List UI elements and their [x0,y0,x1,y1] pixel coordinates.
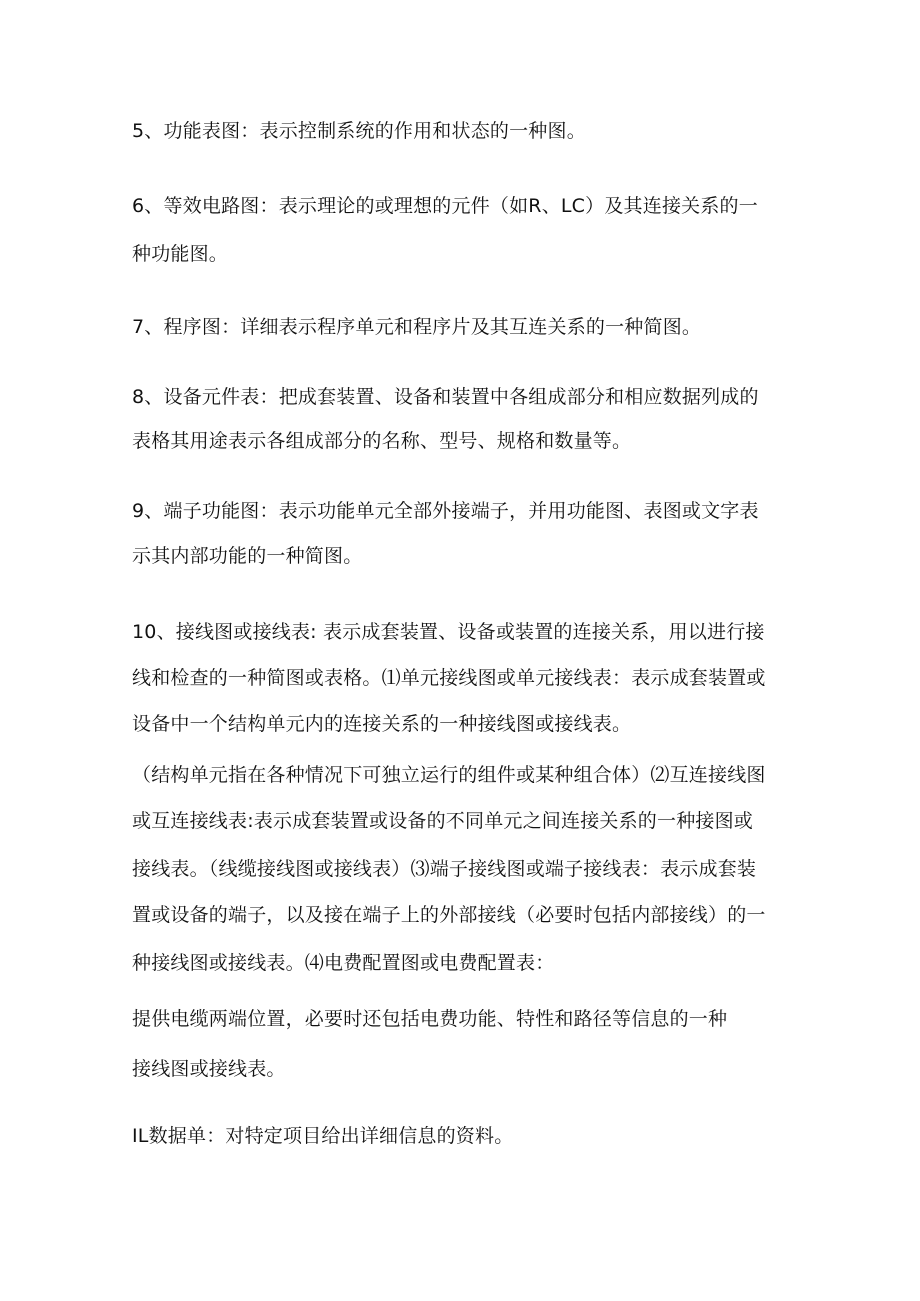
paragraph-10-line-10: 接线图或接线表。 [132,1058,286,1080]
paragraph-10-line-5: 或互连接线表:表示成套装置或设备的不同单元之间连接关系的一种接图或 [132,810,754,832]
paragraph-11-line-1: IL数据单：对特定项目给出详细信息的资料。 [132,1125,514,1147]
paragraph-5-line-1: 5、功能表图：表示控制系统的作用和状态的一种图。 [132,120,586,142]
paragraph-6-line-2: 种功能图。 [132,243,229,265]
paragraph-7-line-1: 7、程序图：详细表示程序单元和程序片及其互连关系的一种简图。 [132,316,702,338]
paragraph-9-line-1: 9、端子功能图：表示功能单元全部外接端子，并用功能图、表图或文字表 [132,500,759,522]
paragraph-10-line-3: 设备中一个结构单元内的连接关系的一种接线图或接线表。 [132,713,632,735]
paragraph-8-line-2: 表格其用途表示各组成部分的名称、型号、规格和数量等。 [132,430,632,452]
paragraph-10-line-7: 置或设备的端子，以及接在端子上的外部接线（必要时包括内部接线）的一 [132,904,766,926]
paragraph-10-line-1: 10、接线图或接线表: 表示成套装置、设备或装置的连接关系，用以进行接 [132,621,765,643]
paragraph-10-line-6: 接线表。（线缆接线图或接线表）⑶端子接线图或端子接线表：表示成套装 [132,858,757,880]
paragraph-6-line-1: 6、等效电路图：表示理论的或理想的元件（如R、LC）及其连接关系的一 [132,195,758,217]
paragraph-10-line-8: 种接线图或接线表。⑷电费配置图或电费配置表： [132,952,555,974]
paragraph-10-line-2: 线和检查的一种简图或表格。⑴单元接线图或单元接线表：表示成套装置或 [132,667,766,689]
paragraph-9-line-2: 示其内部功能的一种简图。 [132,545,363,567]
paragraph-10-line-9: 提供电缆两端位置，必要时还包括电费功能、特性和路径等信息的一种 [132,1008,728,1030]
paragraph-8-line-1: 8、设备元件表：把成套装置、设备和装置中各组成部分和相应数据列成的 [132,386,759,408]
paragraph-10-line-4: （结构单元指在各种情况下可独立运行的组件或某种组合体）⑵互连接线图 [132,764,766,786]
